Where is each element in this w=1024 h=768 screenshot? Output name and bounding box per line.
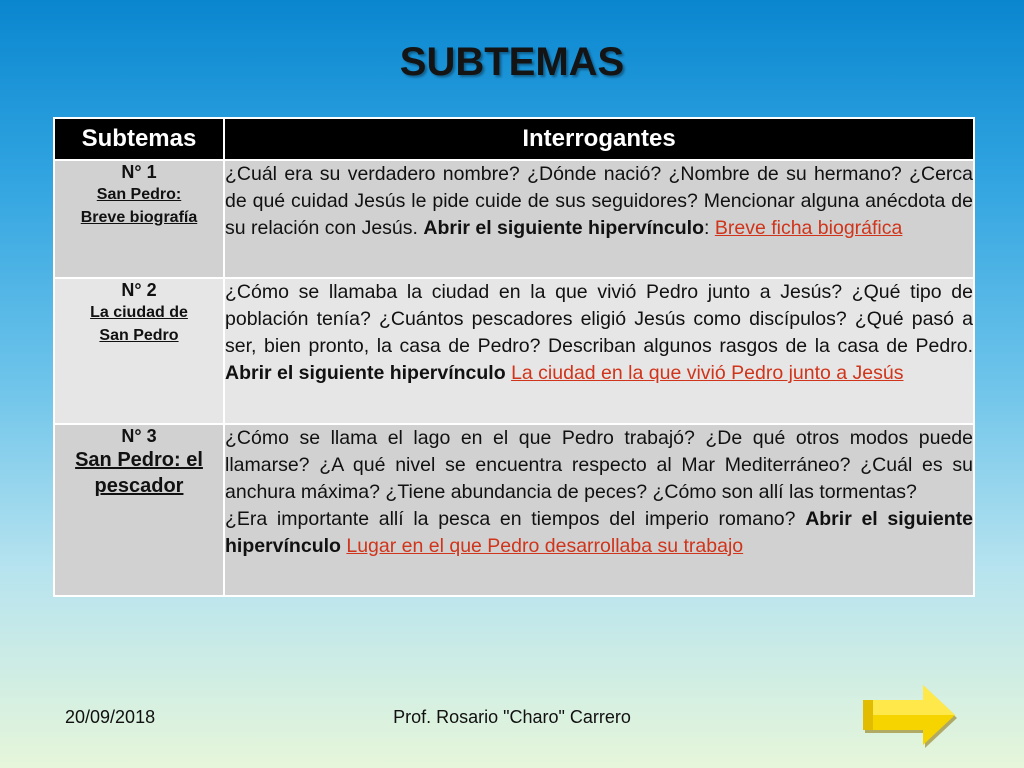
subtopic-number: N° 2 [121, 280, 157, 300]
hyperlink-city[interactable]: La ciudad en la que vivió Pedro junto a Jesús [511, 362, 904, 384]
hyperlink-instruction: Abrir el siguiente hipervínculo [225, 508, 973, 557]
subtopic-number: N° 3 [121, 426, 157, 446]
subtopic-title-line: San Pedro: el [75, 449, 203, 471]
subtopic-title-line: La ciudad de [90, 304, 188, 321]
questions-cell [224, 160, 974, 278]
subtopic-title-line: pescador [94, 475, 184, 497]
slide-title: SUBTEMAS [399, 40, 625, 84]
hyperlink-instruction: Abrir el siguiente hipervínculo [423, 217, 704, 239]
subtopic-cell [54, 424, 224, 596]
footer-author: Prof. Rosario "Charo" Carrero [393, 707, 631, 727]
next-arrow-icon[interactable] [863, 685, 959, 749]
table-row [54, 278, 974, 424]
subtopic-cell [54, 160, 224, 278]
questions-text: ¿Cómo se llama el lago en el que Pedro trabajó? ¿De qué otros modos puede llamarse? ¿A qué nivel se encuentra respecto al Mar Mediterráneo? ¿Cuál es su anchura máxima? ¿Tiene abundancia de peces? ¿Cómo son allí las tormentas? [225, 427, 973, 503]
instruction-colon: : [704, 217, 715, 239]
hyperlink-instruction: Abrir el siguiente hipervínculo [225, 362, 506, 384]
table-row [54, 424, 974, 596]
questions-cell [224, 424, 974, 596]
subtopic-title-line: Breve biografía [80, 209, 198, 226]
header-interrogantes: Interrogantes [224, 118, 974, 160]
subtopic-title-line: San Pedro [99, 327, 179, 344]
hyperlink-biography[interactable]: Breve ficha biográfica [714, 217, 903, 239]
subtopics-table [53, 117, 975, 597]
footer-date: 20/09/2018 [65, 707, 156, 727]
questions-text: ¿Cómo se llamaba la ciudad en la que vivió Pedro junto a Jesús? ¿Qué tipo de población tenía? ¿Cuántos pescadores eligió Jesús como discípulos? ¿Qué pasó a ser, bien pronto, la casa de Pedro? Describan algunos rasgos de la casa de Pedro. [225, 281, 973, 357]
table-row [54, 160, 974, 278]
subtopic-number: N° 1 [121, 162, 157, 182]
questions-text-2: ¿Era importante allí la pesca en tiempos del imperio romano? [225, 508, 796, 530]
subtopic-title-line: San Pedro: [96, 186, 182, 203]
table-header-row [54, 118, 974, 160]
subtopic-cell [54, 278, 224, 424]
hyperlink-workplace[interactable]: Lugar en el que Pedro desarrollaba su trabajo [346, 535, 744, 557]
questions-cell [224, 278, 974, 424]
questions-text: ¿Cuál era su verdadero nombre? ¿Dónde nació? ¿Nombre de su hermano? ¿Cerca de qué cuidad Jesús le pide cuide de sus seguidores? Mencionar alguna anécdota de su relación con Jesús. [225, 163, 973, 239]
header-subtemas: Subtemas [54, 118, 224, 160]
